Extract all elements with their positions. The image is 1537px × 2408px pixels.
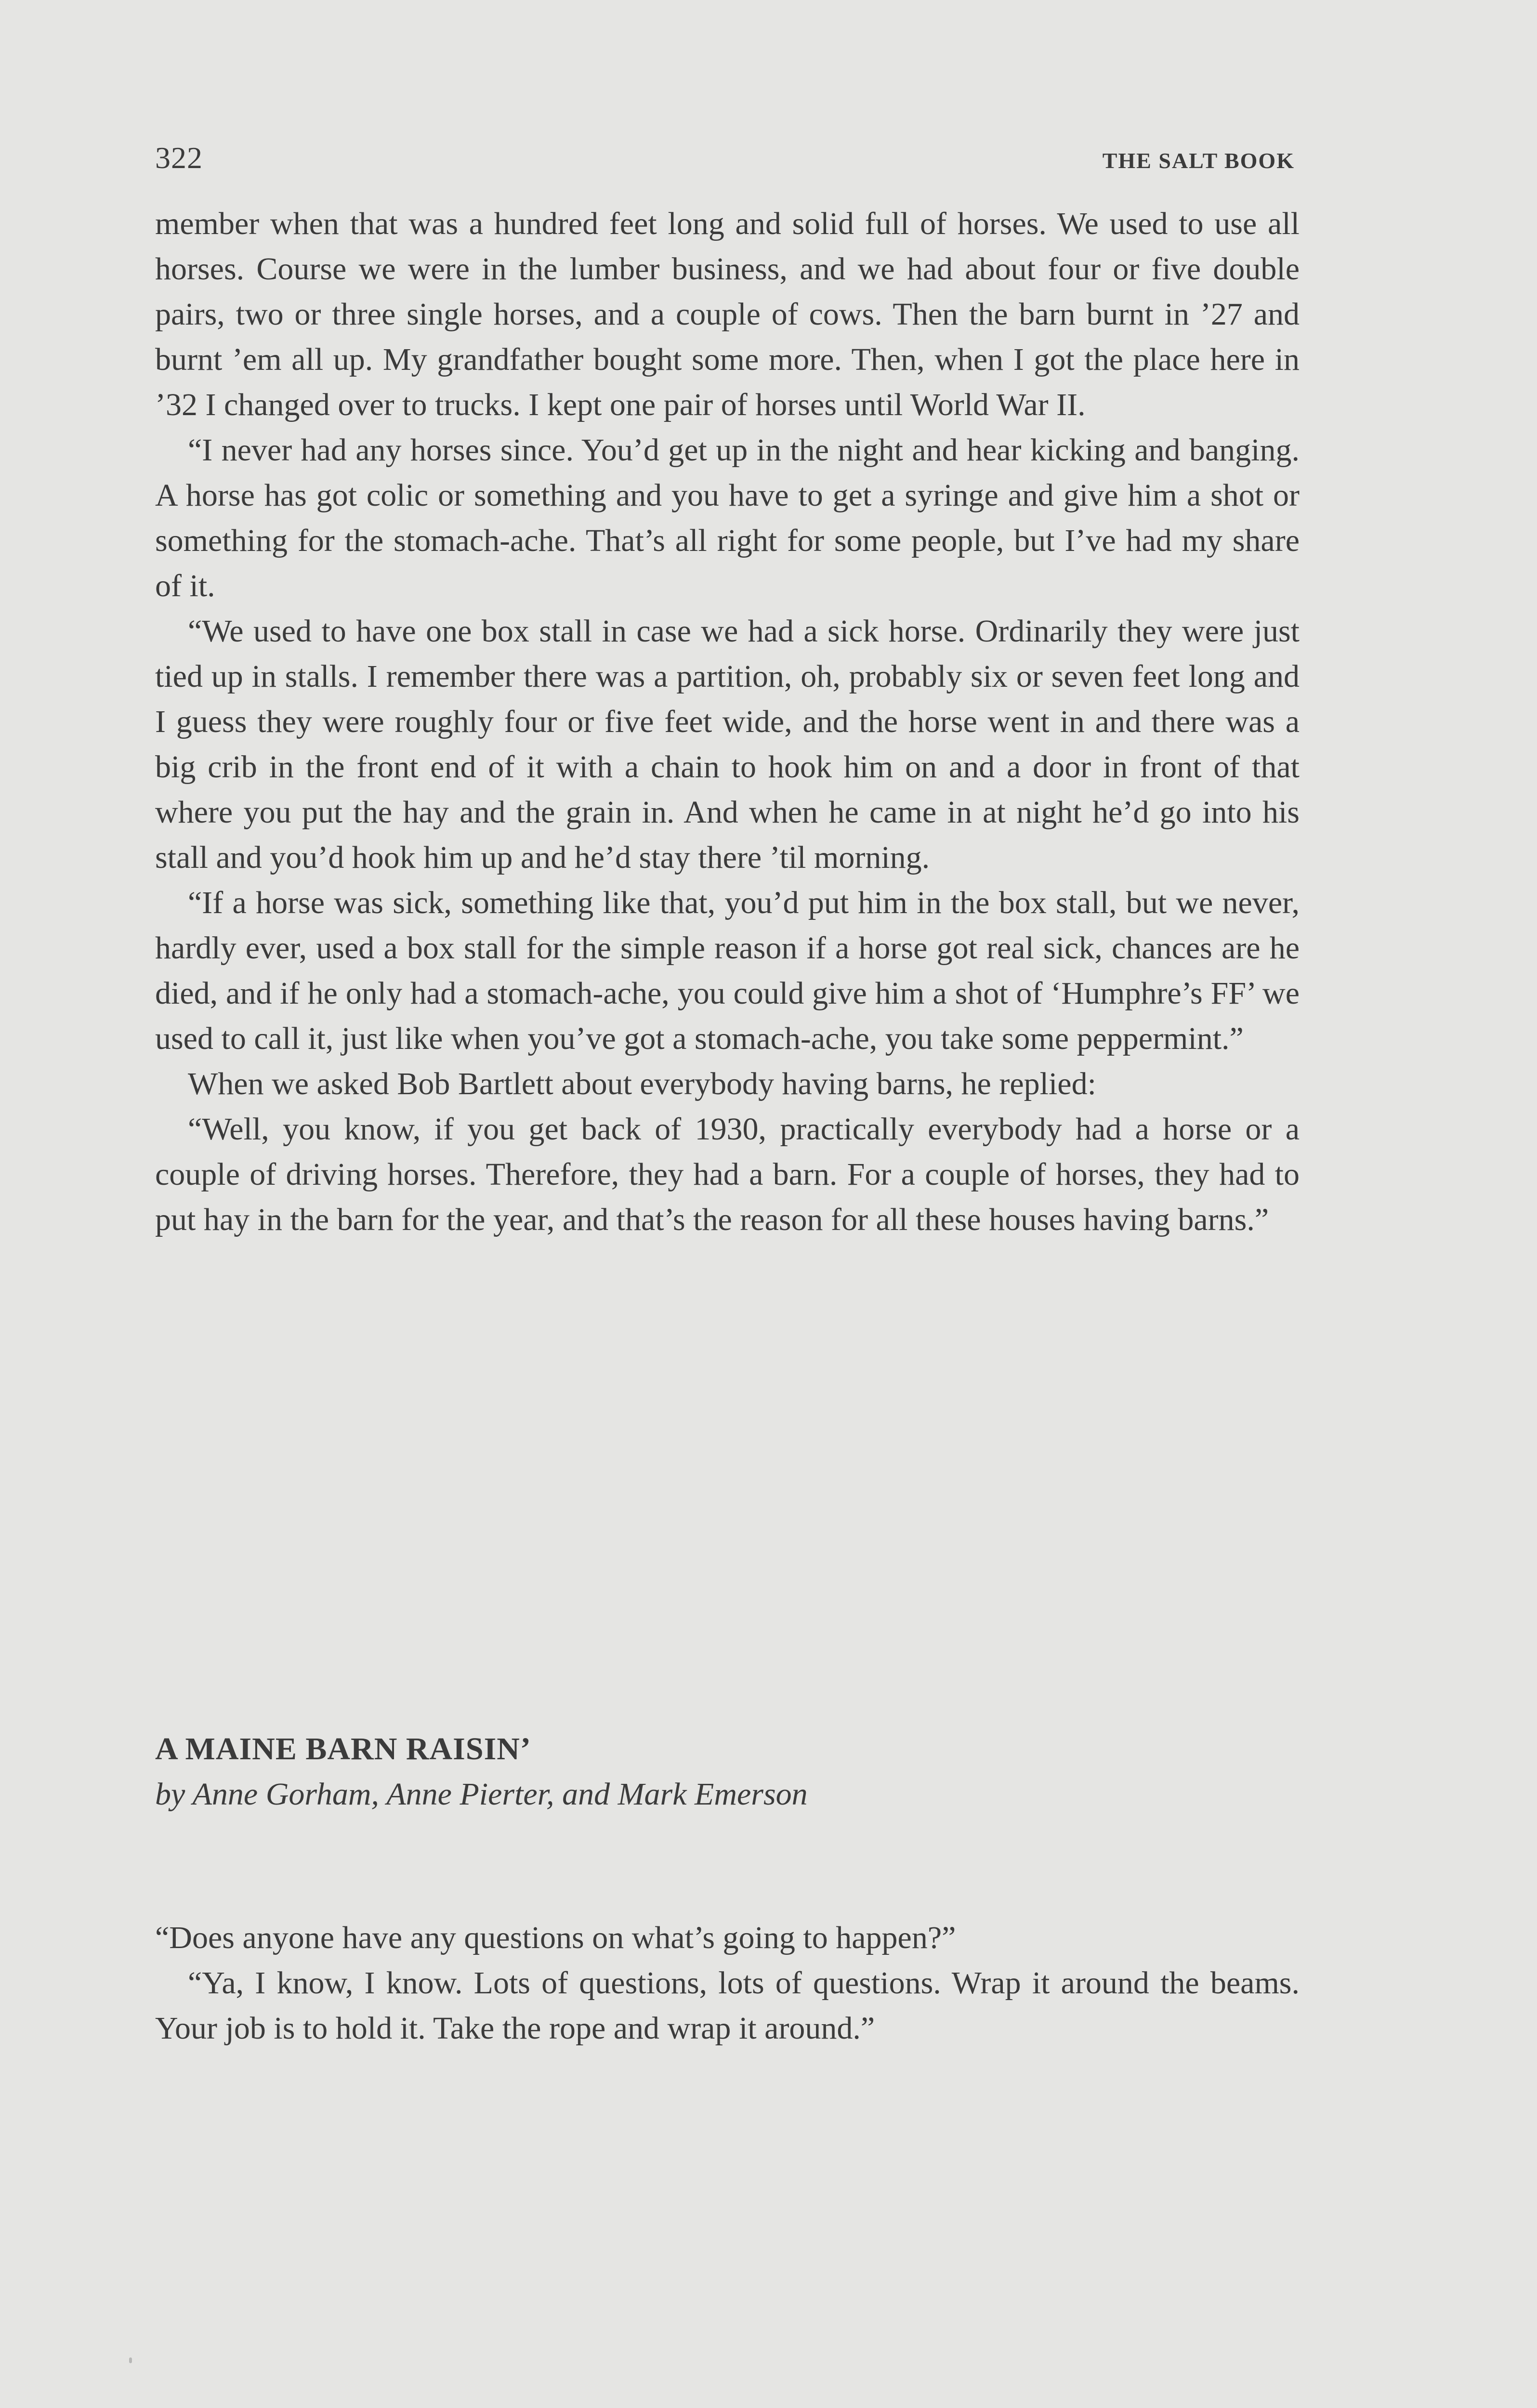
body-text (155, 201, 1300, 1243)
paper-speck (129, 2357, 132, 2363)
paragraph: “If a horse was sick, something like that, you’d put him in the box stall, but we never, hardly ever, used a box stall for the simple reason if a horse got real sick, chances are he died, and if he only had a stomach-ache, you could give him a shot of ‘Humphre’s FF’ we used to call it, just like when you’ve got a stomach-ache, you take some peppermint.” (155, 885, 1300, 1056)
paragraph: “We used to have one box stall in case we had a sick horse. Ordinarily they were just tied up in stalls. I remember there was a partition, oh, probably six or seven feet long and I guess they were roughly four or five feet wide, and the horse went in and there was a big crib in the front end of it with a chain to hook him on and a door in front of that where you put the hay and the grain in. And when he came in at night he’d go into his stall and you’d hook him up and he’d stay there ’til morning. (155, 614, 1300, 875)
paragraph: “I never had any horses since. You’d get up in the night and hear kicking and banging. A horse has got colic or something and you have to get a syringe and give him a shot or something for the stomach-ache. That’s all right for some people, but I’ve had my share of it. (155, 432, 1300, 603)
book-page (155, 0, 1300, 2408)
paragraph: “Does anyone have any questions on what’s going to happen?” (155, 1920, 956, 1955)
article-section (155, 1727, 1300, 2051)
paragraph: “Ya, I know, I know. Lots of questions, lots of questions. Wrap it around the beams. Your job is to hold it. Take the rope and wrap it around.” (155, 1965, 1300, 2046)
running-head-title: THE SALT BOOK (1102, 148, 1295, 173)
paragraph: member when that was a hundred feet long and solid full of horses. We used to use all horses. Course we were in the lumber business, and we had about four or five double pairs, two or three single horses, and a couple of cows. Then the barn burnt in ’27 and burnt ’em all up. My grandfather bought some more. Then, when I got the place here in ’32 I changed over to trucks. I kept one pair of horses until World War II. (155, 206, 1300, 422)
article-title: A MAINE BARN RAISIN’ (155, 1731, 531, 1767)
paragraph: “Well, you know, if you get back of 1930, practically everybody had a horse or a couple of driving horses. Therefore, they had a barn. For a couple of horses, they had to put hay in the barn for the year, and that’s the reason for all these houses having barns.” (155, 1112, 1300, 1237)
paragraph: When we asked Bob Bartlett about everybody having barns, he replied: (188, 1066, 1096, 1101)
page-number: 322 (155, 141, 203, 175)
article-byline: by Anne Gorham, Anne Pierter, and Mark Emerson (155, 1777, 808, 1812)
running-head (155, 139, 1300, 177)
article-body (155, 1915, 1300, 2051)
